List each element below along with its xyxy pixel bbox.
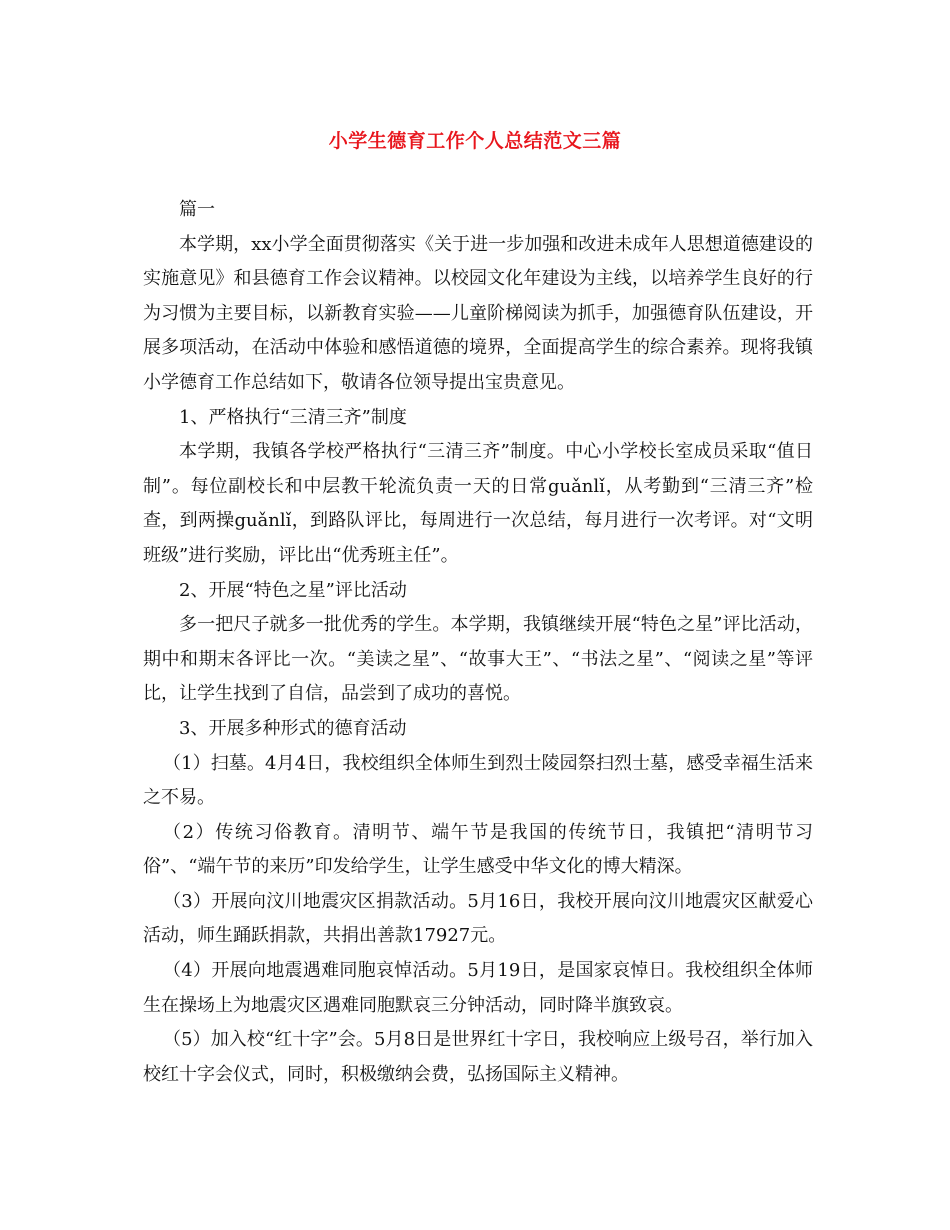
activity-paragraph-4: （4）开展向地震遇难同胞哀悼活动。5月19日，是国家哀悼日。我校组织全体师生在操场上为地震灾区遇难同胞默哀三分钟活动，同时降半旗致哀。 (143, 960, 813, 1016)
item-paragraph-2: 多一把尺子就多一批优秀的学生。本学期，我镇继续开展“特色之星”评比活动，期中和期末各评比一次。“美读之星”、“故事大王”、“书法之星”、“阅读之星”等评比，让学生找到了自信，品尝到了成功的喜悦。 (143, 614, 813, 705)
item-paragraph-1: 本学期，我镇各学校严格执行“三清三齐”制度。中心小学校长室成员采取“值日制”。每位副校长和中层教干轮流负责一天的日常guǎnlǐ，从考勤到“三清三齐”检查，到两操guǎnlǐ，到路队评比，每周进行一次总结，每月进行一次考评。对“文明班级”进行奖励，评比出“优秀班主任”。 (143, 441, 813, 566)
intro-paragraph: 本学期，xx小学全面贯彻落实《关于进一步加强和改进未成年人思想道德建设的实施意见》和县德育工作会议精神。以校园文化年建设为主线，以培养学生良好的行为习惯为主要目标，以新教育实验——儿童阶梯阅读为抓手，加强德育队伍建设，开展多项活动，在活动中体验和感悟道德的境界，全面提高学生的综合素养。现将我镇小学德育工作总结如下，敬请各位领导提出宝贵意见。 (143, 233, 813, 393)
document-title: 小学生德育工作个人总结范文三篇 (328, 130, 622, 152)
activity-paragraph-2: （2）传统习俗教育。清明节、端午节是我国的传统节日，我镇把“清明节习俗”、“端午节的来历”印发给学生，让学生感受中华文化的博大精深。 (143, 821, 813, 878)
item-heading-1: 1、严格执行“三清三齐”制度 (179, 406, 407, 428)
activity-paragraph-3: （3）开展向汶川地震灾区捐款活动。5月16日，我校开展向汶川地震灾区献爱心活动，师生踊跃捐款，共捐出善款17927元。 (143, 890, 813, 947)
item-heading-2: 2、开展“特色之星”评比活动 (179, 579, 407, 601)
section-heading: 篇一 (179, 199, 215, 220)
activity-paragraph-5: （5）加入校“红十字”会。5月8日是世界红十字日，我校响应上级号召，举行加入校红十字会仪式，同时，积极缴纳会费，弘扬国际主义精神。 (143, 1029, 813, 1085)
document-body (143, 193, 813, 1092)
activity-paragraph-1: （1）扫墓。4月4日，我校组织全体师生到烈士陵园祭扫烈士墓，感受幸福生活来之不易。 (143, 752, 813, 809)
item-heading-3: 3、开展多种形式的德育活动 (179, 717, 407, 739)
